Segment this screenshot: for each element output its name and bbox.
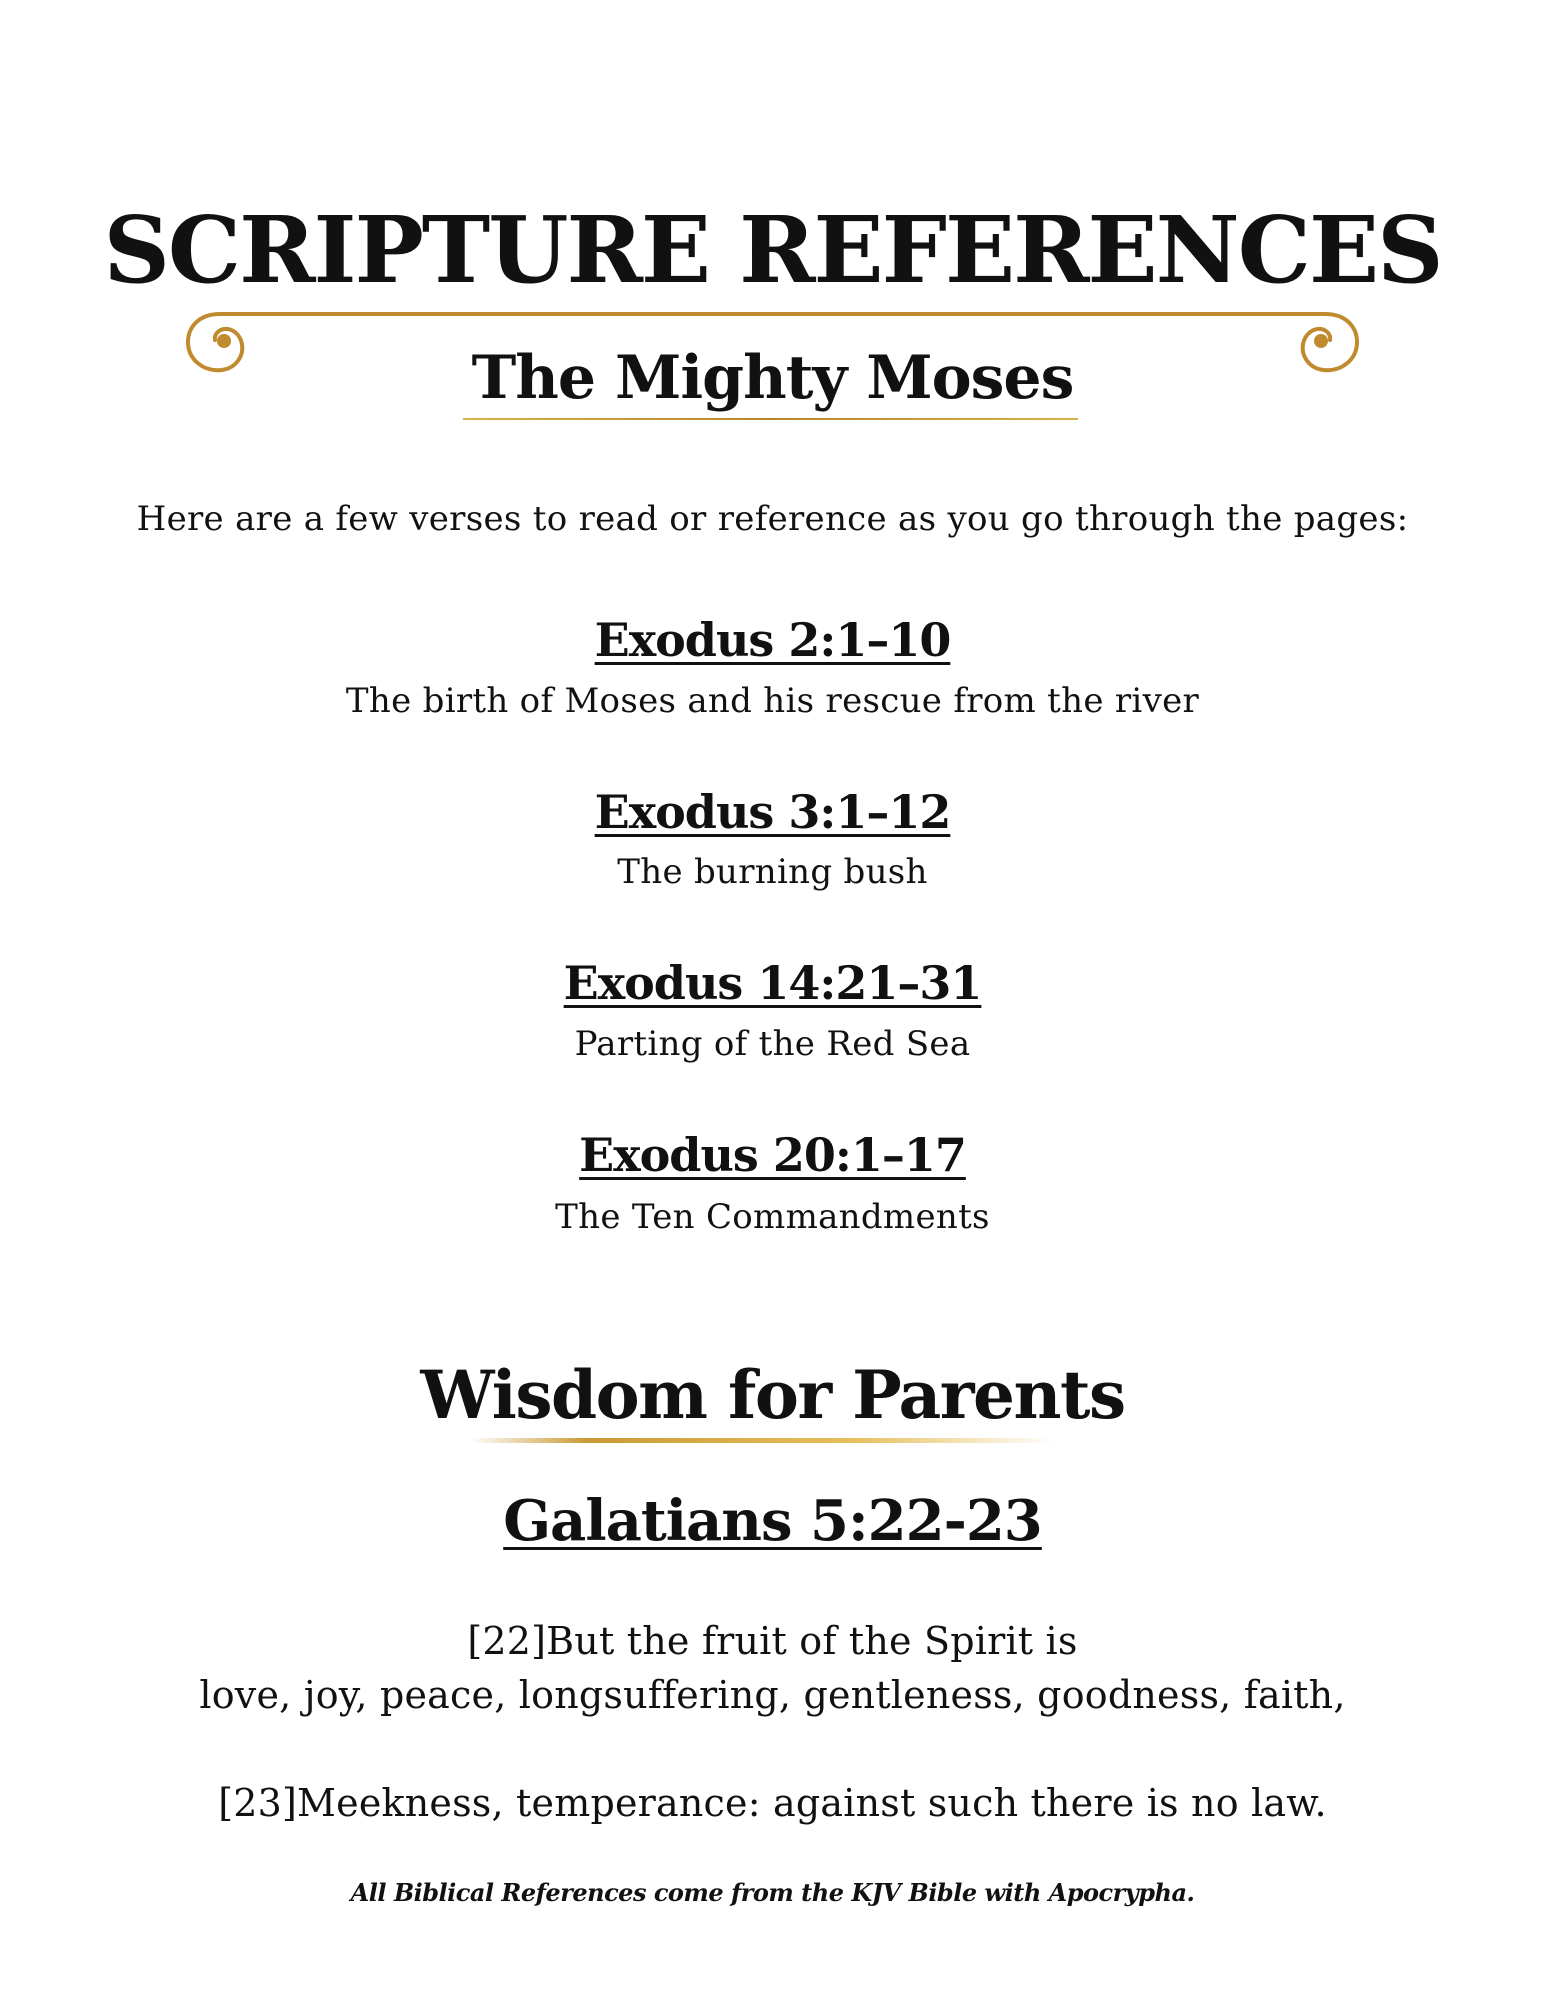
page-title: SCRIPTURE REFERENCES bbox=[103, 196, 1442, 304]
subtitle-underline bbox=[463, 418, 1078, 420]
reference-description-2: The burning bush bbox=[617, 852, 928, 892]
reference-heading-4: Exodus 20:1–17 bbox=[579, 1128, 966, 1182]
verse-22-line-1: [22]But the fruit of the Spirit is bbox=[467, 1619, 1078, 1663]
verse-22-line-2: love, joy, peace, longsuffering, gentleness, goodness, faith, bbox=[199, 1673, 1346, 1717]
wisdom-section-title: Wisdom for Parents bbox=[420, 1356, 1125, 1434]
intro-text: Here are a few verses to read or reference as you go through the pages: bbox=[136, 499, 1409, 539]
verse-23: [23]Meekness, temperance: against such there is no law. bbox=[218, 1781, 1327, 1825]
verse-heading: Galatians 5:22-23 bbox=[503, 1488, 1042, 1554]
wisdom-title-underline bbox=[470, 1438, 1055, 1443]
page-subtitle: The Mighty Moses bbox=[471, 343, 1074, 413]
footnote: All Biblical References come from the KJV Bible with Apocrypha. bbox=[350, 1878, 1195, 1907]
reference-heading-3: Exodus 14:21–31 bbox=[563, 956, 982, 1010]
reference-heading-2: Exodus 3:1–12 bbox=[594, 785, 951, 839]
reference-heading-1: Exodus 2:1–10 bbox=[594, 613, 951, 667]
reference-description-4: The Ten Commandments bbox=[555, 1197, 990, 1237]
reference-description-1: The birth of Moses and his rescue from the river bbox=[345, 681, 1200, 721]
reference-description-3: Parting of the Red Sea bbox=[574, 1024, 971, 1064]
